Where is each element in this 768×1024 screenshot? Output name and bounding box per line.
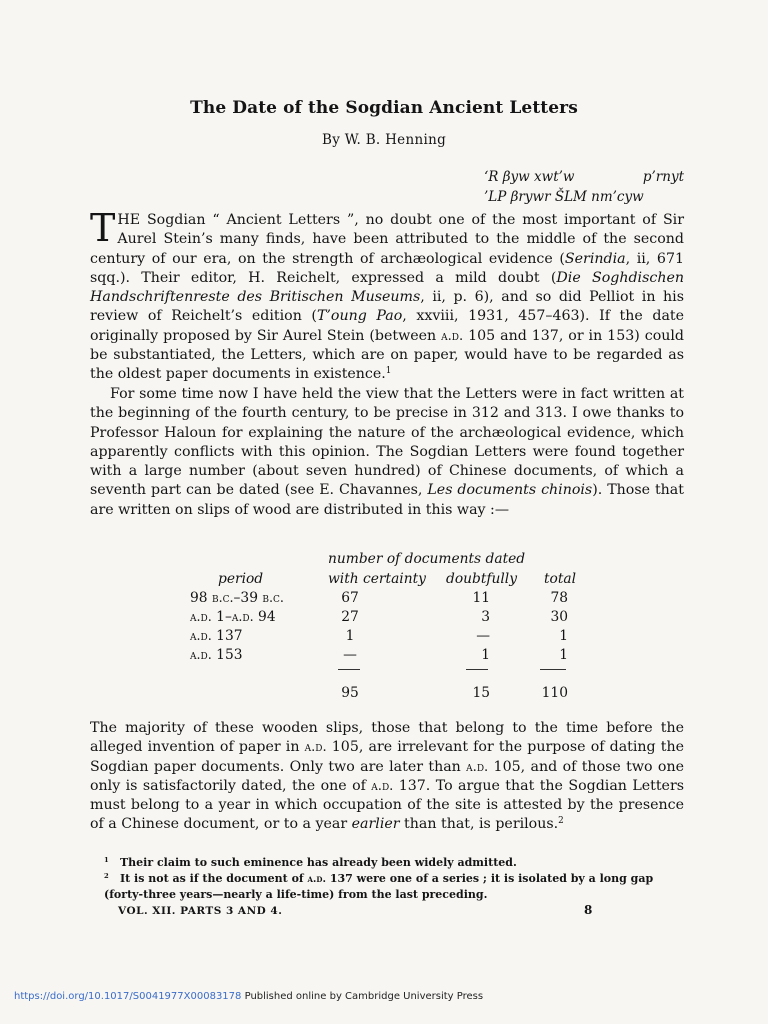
italic-text: Serindia: [564, 250, 626, 267]
sum-rule: [466, 669, 488, 670]
text: For some time now I have held the view that the Letters were in fact written at the beginning of the fourth century, to be precise in 312 and 313. I owe thanks to Professor Haloun for explaining the nature of the archæological evidence, which apparently conflicts with this opinion. The Sogdian Letters were found together with a large number (about seven hundred) of Chinese documents, of which a seventh part can be dated (see E. Chavannes,: [90, 386, 684, 499]
epigraph-line: [484, 167, 684, 187]
cell-period: a.d. 1–a.d. 94: [190, 609, 276, 625]
text: , xxviii, 1931, 457–463). If the date originally proposed by Sir Aurel Stein (between: [90, 308, 684, 344]
column-header-doubtfully: doubtfully: [446, 571, 518, 587]
cell-period: a.d. 137: [190, 628, 243, 644]
small-caps: a.d.: [304, 740, 327, 756]
footnote-text: It is not as if the document of: [120, 872, 308, 885]
footnote-ref: 2: [558, 816, 564, 827]
table-row: [180, 590, 600, 610]
text: , ii, 671 sqq.). Their editor, H. Reichelt, expressed a mild doubt (: [90, 250, 684, 286]
cell-total: 1: [559, 628, 568, 644]
cell-certainty: 67: [341, 590, 359, 606]
footnote-text: 137 were one of a series ; it is isolated by a long gap (forty-three years—nearly a life-time) from the last preceding.: [104, 872, 654, 901]
page-number: 8: [584, 903, 593, 917]
byline: By W. B. Henning: [321, 132, 447, 148]
total-certainty: 95: [341, 685, 359, 701]
paragraph-1: [90, 206, 684, 385]
volume-line: VOL. XII. PARTS 3 AND 4.: [118, 905, 283, 917]
epigraph-text: p’rnyt: [642, 169, 684, 185]
table-row: [180, 628, 600, 648]
table-row: [180, 609, 600, 629]
cell-certainty: 27: [341, 609, 359, 625]
epigraph-text: ’LP βrywr ŠLM nm’cyw: [484, 189, 644, 205]
small-caps: a.d.: [371, 778, 394, 794]
cell-doubtfully: 1: [481, 647, 490, 663]
italic-text: Die Soghdischen Handschriftenreste des Britischen Museums: [90, 269, 684, 306]
cell-period: 98 b.c.–39 b.c.: [190, 590, 284, 606]
cell-doubtfully: 11: [472, 590, 490, 606]
total-total: 110: [541, 685, 568, 701]
italic-text: earlier: [351, 816, 400, 833]
footer: [14, 991, 483, 1002]
cell-doubtfully: —: [476, 628, 490, 644]
cell-doubtfully: 3: [481, 609, 490, 625]
italic-text: Les documents chinois: [427, 482, 593, 499]
footnote-text: Their claim to such eminence has already been widely admitted.: [120, 856, 517, 869]
small-caps: a.d.: [466, 759, 489, 775]
cell-total: 78: [550, 590, 568, 606]
text: 105, are irrelevant for the purpose of dating the Sogdian paper documents. Only two are later than: [90, 739, 684, 775]
text: , ii, p. 6), and so did Pelliot in his review of Reichelt’s edition (: [90, 289, 684, 325]
text: 105 and 137, or in 153) could be substantiated, the Letters, which are on paper, would have to be regarded as the oldest paper documents in existence.: [90, 327, 684, 383]
cell-total: 30: [550, 609, 568, 625]
italic-text: T’oung Pao: [316, 308, 403, 325]
cell-period: a.d. 153: [190, 647, 243, 663]
text: HE Sogdian “ Ancient Letters ”, no doubt one of the most important of Sir Aurel Stein’s many finds, have been attributed to the middle of the second century of our era, on the strength of archæological evidence (: [90, 212, 684, 267]
sum-rule: [338, 669, 360, 670]
drop-cap: T: [90, 206, 116, 250]
table-header-group: number of documents dated: [328, 551, 526, 567]
cell-certainty: 1: [345, 628, 355, 644]
footnote-2: $^2$ It is not as if the document of a.d. 137 were one of a series ; it is isolated by a long gap (forty-three years—nearly a life-time) from the last preceding.: [104, 872, 654, 901]
epigraph-text: ‘R βyw xwt’w: [484, 169, 575, 185]
text: ). Those that are written on slips of wood are distributed in this way :—: [90, 482, 684, 518]
footnote-ref: 1: [385, 366, 392, 377]
sum-rule: [540, 669, 566, 670]
paragraph-3: [90, 719, 684, 835]
text: 105, and of those two one only is satisfactorily dated, the one of: [90, 758, 684, 794]
doi-link[interactable]: https://doi.org/10.1017/S0041977X00083178: [14, 991, 242, 1002]
total-doubtfully: 15: [472, 685, 490, 701]
small-caps: a.d.: [441, 328, 464, 344]
epigraph-line: [484, 187, 684, 207]
column-header-certainty: with certainty: [328, 571, 426, 587]
column-header-period: period: [218, 571, 264, 587]
column-header-total: total: [544, 571, 577, 587]
text: than that, is perilous.: [399, 816, 559, 833]
table-row: [180, 647, 600, 667]
article-title: The Date of the Sogdian Ancient Letters: [190, 98, 578, 118]
published-note: Published online by Cambridge University Press: [241, 991, 484, 1002]
epigraph: [484, 167, 684, 207]
footnote-1: $^1$ Their claim to such eminence has already been widely admitted.: [104, 856, 517, 869]
small-caps: a.d.: [307, 873, 327, 885]
table-totals-row: [180, 685, 600, 705]
cell-total: 1: [559, 647, 568, 663]
text: The majority of these wooden slips, those that belong to the time before the alleged invention of paper in: [90, 720, 684, 756]
cell-certainty: —: [343, 647, 357, 663]
paragraph-2: [90, 385, 684, 520]
text: 137. To argue that the Sogdian Letters must belong to a year in which occupation of the site is attested by the presence of a Chinese document, or to a year: [90, 777, 685, 833]
